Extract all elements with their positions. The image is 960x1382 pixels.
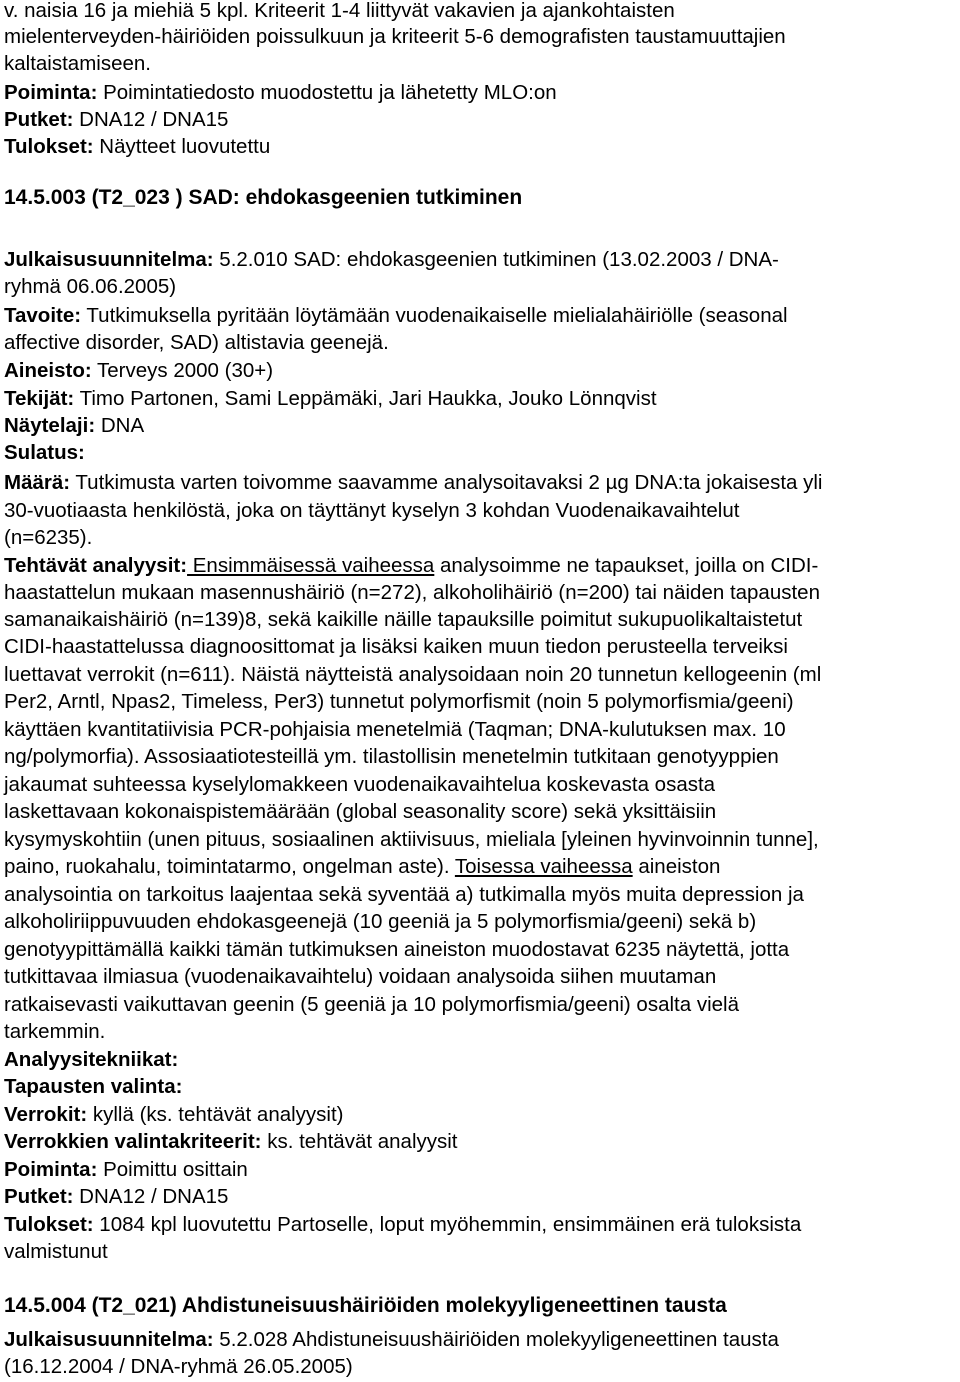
field-value: 5.2.010 SAD: ehdokasgeenien tutkiminen (13.02.2003 / DNA-	[213, 248, 779, 271]
text-line: 30-vuotiaasta henkilöstä, joka on täyttänyt kyselyn 3 kohdan Vuodenaikavaihtelut	[4, 499, 740, 522]
text-line: ryhmä 06.06.2005)	[4, 275, 177, 298]
tapausten-valinta-label: Tapausten valinta:	[4, 1075, 183, 1098]
field-label: Verrokit:	[4, 1103, 88, 1126]
tulokset-field	[4, 133, 270, 160]
analyysitekniikat-label: Analyysitekniikat:	[4, 1048, 179, 1071]
field-label: Tavoite:	[4, 304, 82, 327]
naytelaji-field	[4, 412, 144, 439]
text-line: affective disorder, SAD) altistavia geenejä.	[4, 331, 389, 354]
field-value: analysoimme ne tapaukset, joilla on CIDI-	[434, 554, 819, 577]
field-value: ks. tehtävät analyysit	[261, 1130, 458, 1153]
field-label: Tulokset:	[4, 135, 94, 158]
verrokit-field	[4, 1101, 344, 1128]
field-value: Näytteet luovutettu	[93, 135, 271, 158]
field-value: 1084 kpl luovutettu Partoselle, loput myöhemmin, ensimmäinen erä tuloksista	[93, 1213, 802, 1236]
text-line: analysointia on tarkoitus laajentaa sekä syventää a) tutkimalla myös muita depression ja	[4, 883, 804, 906]
field-value: Poimittu osittain	[97, 1158, 248, 1181]
field-label: Poiminta:	[4, 1158, 98, 1181]
field-value: Tutkimuksella pyritään löytämään vuodenaikaiselle mielialahäiriölle (seasonal	[81, 304, 788, 327]
text-line: ng/polymorfia). Assosiaatiotesteillä ym. tilastollisin menetelmin tutkitaan genotyyppien	[4, 745, 779, 768]
julkaisusuunnitelma-field	[4, 246, 779, 273]
text-line: valmistunut	[4, 1240, 108, 1263]
text-line: tarkemmin.	[4, 1020, 106, 1043]
field-value: Terveys 2000 (30+)	[91, 359, 274, 382]
tavoite-field	[4, 302, 788, 329]
putket-field	[4, 1183, 228, 1210]
field-label: Määrä:	[4, 471, 71, 494]
text-line: laskettavaan kokonaispistemäärään (global seasonality score) sekä yksittäisiin	[4, 800, 717, 823]
text-line: Per2, Arntl, Npas2, Timeless, Per3) tunnetut polymorfismit (noin 5 polymorfismia/geeni)	[4, 690, 794, 713]
maara-field	[4, 469, 822, 496]
field-value: Poimintatiedosto muodostettu ja lähetetty MLO:on	[97, 81, 557, 104]
text-line: kysymyskohtiin (unen pituus, sosiaalinen aktiivisuus, mieliala [yleinen hyvinvoinnin tunne],	[4, 828, 819, 851]
text-line: jakaumat suhteessa kyselylomakkeen vuodenaikavaihtelua koskevasta osasta	[4, 773, 716, 796]
field-label: Putket:	[4, 108, 74, 131]
putket-field	[4, 106, 228, 133]
field-value: DNA	[95, 414, 145, 437]
field-label: Tulokset:	[4, 1213, 94, 1236]
text-line: mielenterveyden-häiriöiden poissulkuun ja kriteerit 5-6 demografisten taustamuuttajien	[4, 25, 786, 48]
verrokkien-valintakriteerit-field	[4, 1128, 458, 1155]
phase-two-link: Toisessa vaiheessa	[454, 855, 633, 878]
field-value: DNA12 / DNA15	[73, 108, 229, 131]
text-segment: aineiston	[632, 855, 721, 878]
poiminta-field	[4, 1156, 248, 1183]
text-line: CIDI-haastattelussa diagnoosittomat ja lisäksi kaiken muun tiedon perusteella terveiksi	[4, 635, 788, 658]
text-line: luettavat verrokit (n=611). Näistä näytteistä analysoidaan noin 20 tunnetun kellogeenin (ml	[4, 663, 822, 686]
text-line: v. naisia 16 ja miehiä 5 kpl. Kriteerit 1-4 liittyvät vakavien ja ajankohtaisten	[4, 0, 675, 22]
tehtavat-field	[4, 552, 818, 579]
tulokset-field	[4, 1211, 801, 1238]
text-line: (16.12.2004 / DNA-ryhmä 26.05.2005)	[4, 1355, 353, 1378]
text-line: alkoholiriippuvuuden ehdokasgeenejä (10 geeniä ja 5 polymorfismia/geeni) sekä b)	[4, 910, 757, 933]
text-segment: paino, ruokahalu, toimintatarmo, ongelman aste).	[4, 855, 455, 878]
field-label: Tekijät:	[4, 387, 75, 410]
field-value: Timo Partonen, Sami Leppämäki, Jari Haukka, Jouko Lönnqvist	[74, 387, 657, 410]
section-heading: 14.5.003 (T2_023 ) SAD: ehdokasgeenien tutkiminen	[4, 186, 523, 209]
field-label: Julkaisusuunnitelma:	[4, 248, 214, 271]
poiminta-field	[4, 79, 557, 106]
field-label: Verrokkien valintakriteerit:	[4, 1130, 262, 1153]
aineisto-field	[4, 357, 273, 384]
text-line: ratkaisevasti vaikuttavan geenin (5 geeniä ja 10 polymorfismia/geeni) osalta vielä	[4, 993, 739, 1016]
field-label: Putket:	[4, 1185, 74, 1208]
field-label: Tehtävät analyysit:	[4, 554, 188, 577]
sulatus-label: Sulatus:	[4, 441, 85, 464]
text-line: samanaikaishäiriö (n=139)8, sekä kaikille näille tapauksille poimitut sukupuolikaltaistetut	[4, 608, 803, 631]
field-value: 5.2.028 Ahdistuneisuushäiriöiden molekyyligeneettinen tausta	[213, 1328, 779, 1351]
text-line: kaltaistamiseen.	[4, 52, 151, 75]
field-value: DNA12 / DNA15	[73, 1185, 229, 1208]
field-label: Näytelaji:	[4, 414, 96, 437]
tekijat-field	[4, 385, 657, 412]
section-heading: 14.5.004 (T2_021) Ahdistuneisuushäiriöiden molekyyligeneettinen tausta	[4, 1294, 727, 1317]
text-line: käyttäen kvantitatiivisia PCR-pohjaisia menetelmiä (Taqman; DNA-kulutuksen max. 10	[4, 718, 786, 741]
field-label: Poiminta:	[4, 81, 98, 104]
phase-one-link: Ensimmäisessä vaiheessa	[187, 554, 435, 577]
julkaisusuunnitelma-field	[4, 1326, 779, 1353]
field-value: kyllä (ks. tehtävät analyysit)	[87, 1103, 344, 1126]
text-line	[4, 853, 720, 880]
text-line: haastattelun mukaan masennushäiriö (n=272), alkoholihäiriö (n=200) tai näiden tapausten	[4, 581, 820, 604]
field-label: Aineisto:	[4, 359, 92, 382]
text-line: (n=6235).	[4, 526, 93, 549]
text-line: genotyypittämällä kaikki tämän tutkimuksen aineiston muodostavat 6235 näytettä, jotta	[4, 938, 790, 961]
text-line: tutkittavaa ilmiasua (vuodenaikavaihtelu) voidaan analysoida siihen muutaman	[4, 965, 717, 988]
field-label: Julkaisusuunnitelma:	[4, 1328, 214, 1351]
field-value: Tutkimusta varten toivomme saavamme analysoitavaksi 2 µg DNA:ta jokaisesta yli	[70, 471, 823, 494]
